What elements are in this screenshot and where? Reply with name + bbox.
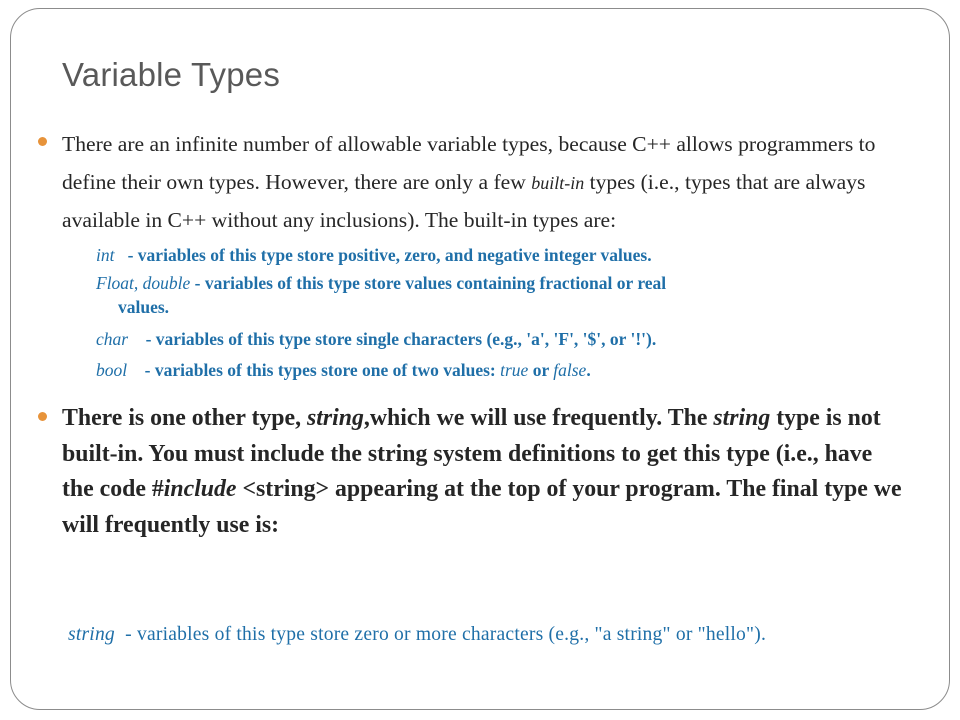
type-item-int	[38, 240, 908, 271]
bullet-dot-icon	[38, 137, 47, 146]
type-description: - variables of this type store single characters (e.g., 'a', 'F', '$', or '!').	[145, 329, 657, 349]
slide-title: Variable Types	[62, 56, 281, 93]
type-description: - variables of this type store positive, zero, and negative integer values.	[127, 244, 652, 265]
bullet1-builtin-italic: built-in	[531, 172, 585, 193]
bullet1-text-part2: types (i.e., types that are always available in C++ without any inclusions). The built-in types are:	[62, 169, 866, 232]
type-list	[38, 240, 908, 386]
bullet2-text-part3: type is not built-in. You must include the string system definitions to get this type (i.e., have the code #	[62, 405, 881, 502]
bullet2-text-part1: There is one other type,	[62, 405, 307, 431]
type-keyword: int	[96, 244, 115, 265]
bullet1-text-part1: There are an infinite number of allowable variable types, because C++ allows programmers to define their own types. However, there are only a few	[62, 132, 876, 194]
string-italic: string	[307, 405, 364, 431]
or-word: or	[528, 359, 554, 380]
type-keyword: bool	[96, 359, 128, 380]
bullet2-text-part2: ,which we will use frequently. The	[363, 405, 714, 431]
final-type-keyword: string	[68, 624, 115, 645]
string-italic-2: string	[713, 405, 771, 431]
false-keyword: false	[553, 359, 587, 380]
bullet-dot-icon	[38, 412, 47, 421]
bullet-paragraph-1	[38, 126, 908, 240]
include-italic: include	[163, 476, 237, 502]
type-keyword: char	[96, 329, 129, 349]
type-description: - variables of this type store values containing fractional or real	[194, 273, 667, 293]
type-description-continued: values.	[118, 297, 170, 317]
type-item-float-double	[38, 270, 908, 318]
slide-content	[38, 126, 908, 543]
period: .	[586, 359, 591, 380]
final-type-line	[68, 624, 766, 646]
type-item-char	[38, 324, 908, 355]
type-keyword: Float, double	[96, 273, 191, 293]
bullet-paragraph-2	[38, 401, 908, 543]
final-type-description: - variables of this type store zero or more characters (e.g., "a string" or "hello").	[125, 624, 767, 645]
type-description: - variables of this types store one of two values:	[144, 359, 501, 380]
true-keyword: true	[500, 359, 529, 380]
bullet2-text-part4: <string> appearing at the top of your program. The final type we will frequently use is:	[62, 476, 902, 538]
type-item-bool	[38, 355, 908, 386]
